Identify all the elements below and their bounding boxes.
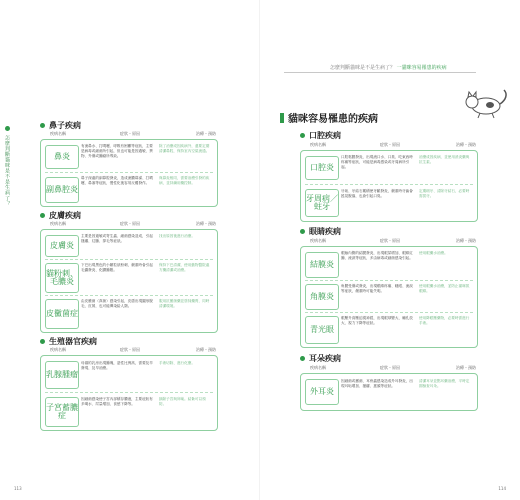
- oral-table: [300, 150, 478, 222]
- disease-treatment: 使用降眼壓藥物，必要時需進行手術。: [419, 316, 470, 326]
- page-number: 113: [14, 486, 22, 491]
- title-bar-icon: [280, 113, 284, 123]
- disease-name: 子宮蓄膿症: [45, 397, 79, 427]
- disease-cause: 有流鼻水、打噴嚏、呼吸有困難等症狀，主要是病毒或細菌所引起，但也可能是因過敏、異物、外傷或腫瘤所導致。: [81, 144, 153, 159]
- disease-cause: 口腔黏膜發炎，出現流口水、口臭、吃東西時疼痛等症狀，可能是病毒感染或牙周病所引起。: [341, 155, 413, 170]
- section-bullet-icon: [40, 339, 45, 344]
- disease-name: 牙周病／蛀牙: [305, 189, 339, 217]
- page-number: 114: [498, 486, 506, 491]
- section-bullet-icon: [40, 123, 45, 128]
- disease-treatment: 使用眼藥水治療。: [419, 251, 448, 255]
- running-header: 怎麼判斷貓咪是不是生病了？ 一貓咪容易罹患的疾病: [330, 65, 447, 71]
- disease-cause: 主要是因過敏或寄生蟲、細菌感染造成，引起搔癢、紅腫、掉毛等症狀。: [81, 234, 153, 244]
- disease-treatment: 摘除子宮與卵巢。結紮可以預防。: [159, 397, 206, 407]
- table-header-skin: 疾病名稱 症狀・原因 治療・預防: [50, 221, 216, 226]
- table-header-nose: 疾病名稱 症狀・原因 治療・預防: [50, 131, 216, 136]
- disease-name: 口腔炎: [305, 156, 339, 180]
- right-page: [260, 0, 520, 500]
- skin-table: [40, 229, 218, 333]
- section-title-eyes: 眼睛疾病: [300, 226, 341, 237]
- disease-name: 貓粉刺、毛膿炎: [45, 263, 79, 293]
- section-title-reproductive: 生殖器官疾病: [40, 336, 97, 347]
- disease-cause: 鼻子深處的副鼻腔發炎，造成流膿鼻涕、打噴嚏、鼻塞等症狀，慢性化後容易反覆發作。: [81, 176, 153, 186]
- row-divider: [45, 295, 213, 296]
- disease-name: 鼻炎: [45, 145, 79, 169]
- section-bullet-icon: [40, 213, 45, 218]
- section-bullet-icon: [300, 356, 305, 361]
- disease-treatment: 保持下巴清潔，使用動物醫院處方藥清潔或治療。: [159, 263, 210, 273]
- table-header-oral: 疾病名稱 症狀・原因 治療・預防: [310, 142, 476, 147]
- row-divider: [305, 312, 473, 313]
- disease-name: 乳腺腫瘤: [45, 361, 79, 389]
- row-divider: [305, 280, 473, 281]
- table-header-ears: 疾病名稱 症狀・原因 治療・預防: [310, 365, 476, 370]
- section-title-oral: 口腔疾病: [300, 130, 341, 141]
- disease-treatment: 與鼻炎相同，需要治療引發的疾病，並持續用藥控制。: [159, 176, 210, 186]
- row-divider: [45, 172, 213, 173]
- disease-name: 副鼻腔炎: [45, 177, 79, 203]
- disease-treatment: 定期刷牙、清除牙結石，必要時需拔牙。: [419, 189, 470, 199]
- disease-cause: 眼壓升高壓迫視神經，出現眼球變大、瞳孔放大、視力下降等症狀。: [341, 316, 413, 326]
- disease-cause: 由皮黴菌（真菌）感染引起，皮膚出現圓形脫毛、皮屑，也可能傳染給人類。: [81, 299, 153, 309]
- disease-cause: 下巴出現黑色的小顆粒狀粉刺，嚴重時會引起毛囊發炎、化膿腫脹。: [81, 263, 153, 273]
- disease-treatment: 治療成因疾病，並使用消炎藥與抗生素。: [419, 155, 470, 165]
- section-title-ears: 耳朵疾病: [300, 353, 341, 364]
- disease-name: 皮膚炎: [45, 235, 79, 257]
- header-rule: [284, 72, 476, 73]
- row-divider: [305, 184, 473, 185]
- section-bullet-icon: [300, 133, 305, 138]
- chapter-dot-icon: [5, 126, 10, 131]
- ears-table: [300, 373, 478, 411]
- disease-treatment: 清潔耳朵並點耳藥治療，平時定期檢查耳朵。: [419, 379, 470, 389]
- row-divider: [45, 392, 213, 393]
- disease-treatment: 除了治療成因疾病外，還要定期清潔鼻腔，保持室內空氣流通。: [159, 144, 210, 154]
- disease-cause: 角膜受傷或發炎，出現眼睛疼痛、瞇眼、流淚等症狀，嚴重時可能失明。: [341, 284, 413, 294]
- table-header-eyes: 疾病名稱 症狀・原因 治療・預防: [310, 238, 476, 243]
- disease-treatment: 使用眼藥水治療，並防止貓咪抓眼睛。: [419, 284, 470, 294]
- section-title-nose: 鼻子疾病: [40, 120, 81, 131]
- cat-illustration: [456, 82, 512, 122]
- disease-treatment: 服用抗黴菌藥並塗抹藥膏，同時清潔環境。: [159, 299, 210, 309]
- disease-cause: 因細菌感染使子宮內部積存膿液，主要症狀有多喝水、尿量增加、食慾下降等。: [81, 397, 153, 407]
- section-bullet-icon: [300, 229, 305, 234]
- disease-name: 結膜炎: [305, 252, 339, 278]
- disease-treatment: 找出原因後進行治療。: [159, 234, 195, 238]
- section-title-skin: 皮膚疾病: [40, 210, 81, 221]
- disease-cause: 牙垢、牙結石累積使牙齦發炎，嚴重時牙齒會搖晃脫落，也會引起口臭。: [341, 189, 413, 199]
- disease-name: 皮黴菌症: [45, 299, 79, 329]
- eyes-table: [300, 246, 478, 348]
- disease-cause: 因細菌或黴菌、耳疥蟲感染造成外耳發炎，出現耳垢增加、搔癢、搖頭等症狀。: [341, 379, 413, 389]
- main-title: 貓咪容易罹患的疾病: [280, 110, 378, 125]
- disease-name: 外耳炎: [305, 379, 339, 405]
- disease-name: 青光眼: [305, 316, 339, 344]
- disease-cause: 眼瞼內側的結膜發炎，出現眼屎增加、眼睛紅腫、流淚等症狀，多由病毒或細菌感染引起。: [341, 251, 413, 261]
- table-header-reproductive: 疾病名稱 症狀・原因 治療・預防: [50, 347, 216, 352]
- cat-icon: [456, 82, 512, 122]
- disease-name: 角膜炎: [305, 284, 339, 310]
- side-chapter-label: 怎麼判斷貓咪是不是生病了？: [4, 126, 11, 207]
- reproductive-table: [40, 355, 218, 431]
- disease-cause: 母貓的乳房出現腫塊，惡性比例高，需要及早發現、及早治療。: [81, 361, 153, 371]
- nose-table: [40, 139, 218, 207]
- disease-treatment: 手術切除、進行化療。: [159, 361, 195, 365]
- row-divider: [45, 259, 213, 260]
